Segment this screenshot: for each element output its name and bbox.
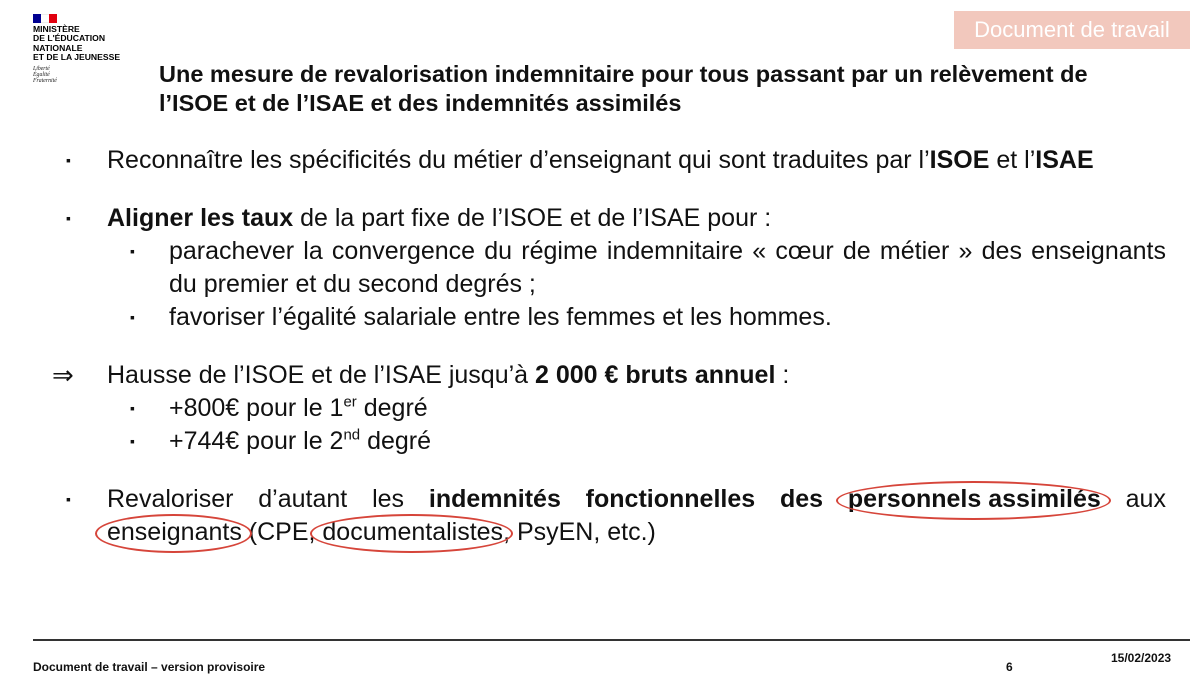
bullet-bold: ISOE — [929, 146, 990, 174]
circled-enseignants: enseignants — [107, 516, 242, 549]
bullet-text: Reconnaître les spécificités du métier d’enseignant qui sont traduites par l’ — [107, 146, 930, 174]
slide-title: Une mesure de revalorisation indemnitaire pour tous passant par un relèvement de l’ISOE et de l’ISAE et des indemnités assimilés — [159, 61, 1088, 116]
bullet-bold: Aligner les taux — [107, 204, 294, 232]
square-bullet-icon: ▪ — [66, 152, 71, 168]
bullet-bold: indemnités fonctionnelles des — [428, 485, 848, 513]
bullet-text: , PsyEN, etc.) — [503, 518, 656, 546]
footer-divider — [33, 639, 1190, 641]
sub-bullet-text: degré — [360, 427, 432, 455]
bullet-bold: ISAE — [1035, 146, 1094, 174]
conclusion-line — [52, 359, 1166, 392]
sub-bullet-text: +800€ pour le 1 — [169, 394, 344, 422]
bullet-text: Revaloriser d’autant les — [107, 485, 429, 513]
square-bullet-icon: ▪ — [66, 210, 71, 226]
bullet-text: et l’ — [989, 146, 1036, 174]
circled-documentalistes: documentalistes — [322, 516, 503, 549]
footer-label: Document de travail – version provisoire — [33, 660, 266, 674]
square-bullet-icon: ▪ — [130, 309, 135, 325]
ministry-motto: Liberté Égalité Fraternité — [33, 65, 57, 85]
ordinal-suffix: nd — [343, 426, 361, 444]
square-bullet-icon: ▪ — [66, 491, 71, 507]
bullet-1 — [66, 144, 1166, 177]
ordinal-suffix: er — [343, 393, 357, 411]
ministry-name: MINISTÈRE DE L'ÉDUCATION NATIONALE ET DE LA JEUNESSE — [33, 24, 121, 63]
circled-personnels-assimiles: personnels assimilés — [848, 483, 1101, 516]
implies-arrow-icon: ⇒ — [52, 360, 74, 390]
bullet-text: aux — [1100, 485, 1166, 513]
sub-bullet-text: +744€ pour le 2 — [169, 427, 344, 455]
slide-content — [52, 144, 1166, 549]
square-bullet-icon: ▪ — [130, 400, 135, 416]
sub-bullet — [66, 392, 1166, 425]
page-number: 6 — [1006, 660, 1013, 674]
bullet-text: Hausse de l’ISOE et de l’ISAE jusqu’à — [107, 361, 536, 389]
bullet-4 — [66, 483, 1166, 549]
sub-bullet-text: favoriser l’égalité salariale entre les femmes et les hommes. — [169, 303, 832, 331]
sub-bullet — [66, 235, 1166, 301]
bullet-text: de la part fixe de l’ISOE et de l’ISAE pour : — [293, 204, 772, 232]
square-bullet-icon: ▪ — [130, 433, 135, 449]
sub-bullet-text: degré — [356, 394, 428, 422]
bullet-text: (CPE, — [241, 518, 323, 546]
sub-bullet — [66, 301, 1166, 334]
footer-date: 15/02/2023 — [1111, 651, 1172, 665]
sub-bullet-text: parachever la convergence du régime indemnitaire « cœur de métier » des enseignants du premier et du second degrés ; — [169, 237, 1166, 298]
flag-icon — [33, 14, 57, 23]
square-bullet-icon: ▪ — [130, 243, 135, 259]
document-banner: Document de travail — [954, 11, 1190, 49]
sub-bullet — [66, 425, 1166, 458]
ministry-logo — [33, 14, 143, 85]
bullet-text: : — [775, 361, 790, 389]
bullet-bold: 2 000 € bruts annuel — [535, 361, 776, 389]
bullet-2 — [66, 202, 1166, 235]
